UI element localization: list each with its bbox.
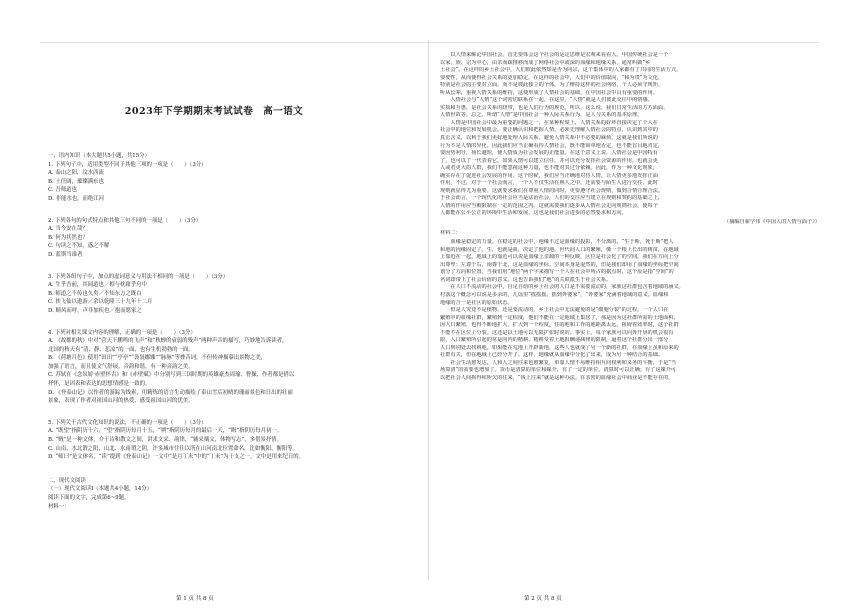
right-line: 行为不是人情的异化。因此我们应当正确看待人情社会，既不能简单地否定，也不能盲目地肯定，: [440, 142, 664, 149]
left-line: 一、语内知识（本大题共5小题，共15分）: [48, 153, 150, 159]
right-line: 土社会”。在这样的乡土社会中，人们彼此依然知是否为同宗，这个集体中的人家都有了共同的生活方式，: [440, 67, 682, 74]
right-line: 人情社会与“人情”这个词密切联系在一起。在这里，“人情”就是人们彼此交往中的情感、: [440, 97, 653, 104]
right-line: 特别是社会的主要对立面，而不是彼此独立的个体。为了维持这样的社会网络，个人必须守规矩、: [440, 82, 664, 89]
left-line: 1. 下列句子中，适用类型不同于其他三项的一项是（ ）（3分）: [48, 161, 207, 168]
left-line: D. 非能水也，而绝江河: [48, 195, 105, 202]
right-line: 规则就显得尤为重要。这就要求我们在尊重人情的同时，更要遵守社会规则，做到合情合理合法。: [440, 187, 664, 194]
left-line: 2. 下列各句的句式特点和其他三句不同的一项是（ ）（3分）: [48, 217, 202, 224]
right-line: 社会中的地位和发展机会。要正确认识和把握人情，必须先理解人情社会的特点，认识到其中的: [440, 127, 658, 134]
right-line: 在人口不流动的社会中，自足自给的乡土社会的人口是不需要流动的，家族这社群包含着地域的涵义。: [440, 284, 684, 291]
left-line: 二、现代文阅读: [48, 477, 86, 484]
right-line: 人都能在公平公正的环境中生活和发展，这也是我们社会进步的必然要求和方向。: [440, 210, 627, 217]
left-line: A. 《故都的秋》中对“营天下鹏鸣的飞声”和“秋蝉的衰弱的残声”两种声音的描写，巧妙地告诉读者，: [48, 338, 288, 345]
right-line: 地缘的合一是社区的原始状态。: [440, 299, 513, 306]
left-line: C. 挟飞仙以遨游／余以乾隆三十九年十二月: [48, 299, 153, 306]
left-line: （一）现代文阅读Ⅰ（本题共4小题，14分）: [48, 486, 153, 493]
right-line: 以把社会人间拘得和所欠的往来，“钱上往来”就是这种办法。在亲密的血缘社会中商业是不能存在的。: [440, 374, 674, 381]
left-line: 材料一：: [48, 503, 70, 510]
right-line: 人情是中国社会中最为重要的问题之一，在某种程度上，人情关系的好坏直接决定了个人在: [440, 119, 658, 126]
left-line: B. 土任阔，璀璨满东也: [48, 178, 104, 185]
right-line: 人情的作用应当被限制在一定的范围之内。这就需要我们逐步从人情社会走向规则社会，使每个: [440, 202, 658, 209]
left-line: 3. 下列各组句子中，加点的虚词意义与用法不相同的一项是（ ）（3分）: [48, 273, 229, 280]
right-line: （摘编自翟学伟《中国人的人情与面子》）: [724, 219, 820, 226]
spacer: [48, 204, 408, 217]
right-line: 要要性，从而使得社会关系的更加稳定。在这样的社会中，人们中的价值取向，“和为贵”为文化，: [440, 74, 664, 81]
right-line: 真正含义，以利于我们更好地处理人际关系，避免人情关系中不必要的麻烦，这就是我们所说的: [440, 135, 658, 142]
right-line: 人或者更大的人群，我们不能忽视这种力量，也不能对其过分依赖。因此，作为一种文化现象，: [440, 165, 658, 172]
left-line: D. 蓝斯当谁者: [48, 251, 83, 258]
left-line: C. 苏轼在《念奴娇·赤壁怀古》和《赤壁赋》中分别写到三国时期的英雄豪杰周瑜、曹操，作者都是借以: [48, 372, 295, 379]
right-line: 材料二：: [440, 229, 461, 236]
right-line: 名词却带上了社会价值的意义。这也告诉我们“地”的关联派生于社会关系。: [440, 276, 612, 283]
left-line: A. 泰山之阳，汶水西流: [48, 170, 104, 177]
right-line: 血缘是稳定的力量。在稳定的社会中，地缘不过是血缘的投影，不分离的。“生于斯，死于斯”把人: [440, 239, 674, 246]
left-line: A. 生乎吾前，其闻道也／相与枕藉乎舟中: [48, 282, 147, 289]
right-line: 划分了方向和位置。当我们用“地位”两个字来描写一个人在社会中所占的据点时，这个原是指“空间”的: [440, 269, 674, 276]
left-line: 5. 下列关于古代文化知识的说法，不正确的一项是（ ）（3分）: [48, 419, 207, 426]
right-line: 繁殖中的血缘社群，繁殖到一定程度，他们不能在一定地域上集居了，那是因为这社群所需的土地面积，: [440, 314, 679, 321]
right-line: 实质和互惠，是社会关系的纽带，也是人们行为的规范。所以，这么说，我们日常生活的方方面面，: [440, 104, 669, 111]
page-number-left: 第 1 页 共 8 页: [176, 596, 214, 602]
spacer: [48, 406, 408, 419]
spacer: [48, 316, 408, 329]
left-line: C. 吾师道也: [48, 187, 77, 194]
right-line: 但是人究竟不是植物，还是要流动的。乡土社会中无法避免的是“细胞分裂”的过程，一个人口在: [440, 307, 669, 314]
spacer: [48, 462, 408, 475]
right-line: 以人情来解论中国社会，首先要体会这个社会的运定思维是宏观来看看人。中国传统社会是一个: [440, 52, 669, 58]
left-line: 4. 下列对相关课文内容的理解，正确的一项是（ ）（3分）: [48, 329, 196, 336]
right-line: 限，人口繁殖所引起的常是向内的精耕，精耕受着土地报酬递减律的限制，逼着这个社群分出一部分: [440, 337, 669, 344]
right-line: 上靠近在一起。地域上的靠近可以说是血缘上亲疏的一种反映，区位是社会化了的空间。我们在方向上分: [440, 254, 679, 261]
left-line: D. 顺风而呼，声非加疾也／抱而愿家之: [48, 307, 142, 314]
right-line: 于社会而言，一个现代化的社会应当是法治社会，人们的交往应当建立在规则和契约的基础之上，: [440, 195, 664, 202]
left-line: B. 师道之不传也久矣／不知东方之既白: [48, 290, 142, 297]
left-line: A. “既望”指阴历十六，“望”指阴历每月十五，“朔”指阴历每月的最后一天，“晦”指阴历每月初一。: [48, 428, 283, 435]
left-line: 抒怀，是因表和表达的思想情感是一致的。: [48, 381, 151, 388]
left-column-text: [48, 150, 408, 511]
right-line: 人口到别处去找耕地。如果能在荒地上开辟新地，这些人也就成了另一个新的社群，在血缘上虽和原来的: [440, 344, 679, 351]
spacer: [48, 260, 408, 273]
right-line: 村落这个概念可以说是多余的，儿谣里“摇摇摇，摇到外婆家”，“外婆家”充满着地域的意义。血缘和: [440, 291, 669, 298]
left-line: 加强了语言，而且使文气舒展，音韵和谐，有一种音韵之美。: [48, 363, 194, 370]
right-line: 要因势利导，扬长避短，使人情成为社会发展的正能量。在这个意义上说，人情社会是中国特有: [440, 150, 658, 157]
left-line: 阅读下面的文字，完成第6~9题。: [48, 495, 130, 501]
right-line: 听从长辈，重视人情关系的维持，这便形成了人情社会的基础，在中国社会中具有重要的作用。: [440, 89, 658, 96]
left-line: C. 句读之不知，惑之不解: [48, 243, 110, 250]
right-line: 确实存在了促进社会发展的作用。这个时候，我们应当正确地对待人情，让人情更多地发挥正面: [440, 172, 658, 179]
right-line: 社群有关，但在地域上已经分开了。这样，地缘就从血缘中分化了出来，成为另一种结合的基础。: [440, 352, 664, 359]
left-line: D. “师曰”是文体名，“谈”提到《登泰山记》一文中“是月丁未”中的“丁未”为干支之一，文中是用来纪日的。: [48, 454, 305, 461]
left-line: B. 《荷塘月色》使用“田田”“亭亭”“袅袅娜娜”“脉脉”等叠音词，不但传神描摹出景物之美，: [48, 355, 267, 362]
left-line: A. 当今安在哉？: [48, 226, 88, 233]
left-line: D. 《登泰山记》以作者的游踪为线索，用精炼的语言生动描绘了泰山雪后初晴的瑰丽景色和日出的壮丽: [48, 389, 293, 396]
right-line: 人情世故等。总之，所谓“人情”是中国社会一种人际关系行为，是人与关系的基本原理。: [440, 112, 643, 119]
right-column-text: [440, 52, 820, 383]
exam-title: 2023年下学期期末考试试卷 高一语文: [124, 106, 304, 117]
right-line: 作用，不过，对于一个社会而言，一个人不仅生活在熟人之中，还需要与陌生人进行交往，此时: [440, 180, 658, 187]
left-line: 北国的秋天有“清、静、悲凉”的一面，也有生机勃勃的一面。: [48, 346, 194, 353]
left-line: 景象，表现了作者对祖国山河的热爱，感受祖国山河的优美。: [48, 398, 194, 405]
right-line: 了，也可以了一代表着它。如果人情可以建立信任，并可以充分发挥社会资源的作用，也就会更: [440, 157, 658, 164]
right-line: 和地的因缘固定了。生，也就是血，决定了他的地。世代间人口的繁殖，像一个根上长出的树苗，在地域: [440, 246, 679, 253]
right-line: 场算清”的需要也增加了。货币是清算的单位和媒介，有了一定的单位，清算时可以正确；有了这媒介可: [440, 367, 677, 374]
right-line: 社会生活愈发达，人和人之间往来也愈繁复，单靠人情不易维持相互间权利和义务的平衡，于是“当: [440, 359, 677, 366]
left-line: B. “贼”是一种文体，介于诗和散文之间，讲求文采、韵律，“辅采摛文，体物写志”，多借景抒情。: [48, 437, 283, 444]
right-line: 因人口繁殖，也得不断地扩大。扩大到一个程度，住的地和工作的地距离太远，阻碍着效率时，这个社群: [440, 322, 679, 329]
page-number-right: 第 2 页 共 8 页: [524, 596, 562, 602]
left-line: B. 何为其然也？: [48, 234, 88, 241]
left-line: C. 山南、水北谓之阳，山北、水南谓之阴，许多城市往往以所在山河南北位置命名，比如衡阳、衡阳等。: [48, 445, 298, 452]
right-line: 以家、族、宗为中心，由亲而疏推移而成了网络社会中或深的血缘和地缘关系，通常叫做“乡: [440, 59, 651, 66]
right-line: 不能不在区位上分裂。这还是以土地可以无限扩张时说的。事实上，每个家族可以向外开垦的机会很有: [440, 329, 674, 336]
right-line: 出尊卑：左尊于右，南尊于北，这是血缘的坐标。空间本身是混然的，但是我们却用了血缘的坐标把空间: [440, 261, 679, 268]
